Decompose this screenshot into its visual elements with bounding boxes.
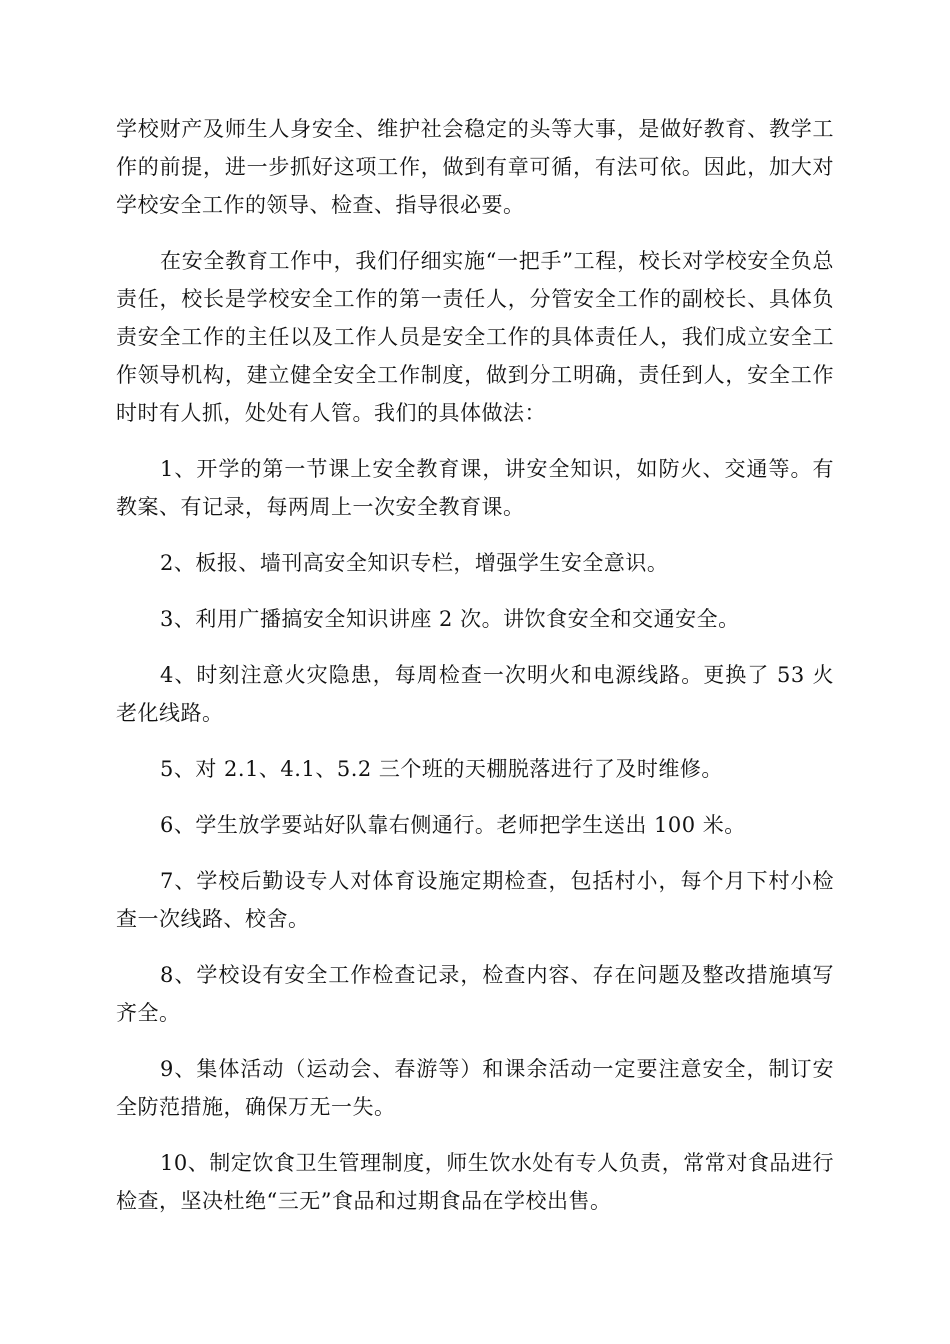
list-item-7: 7、学校后勤设专人对体育设施定期检查，包括村小，每个月下村小检查一次线路、校舍。: [116, 869, 834, 931]
list-item-5: 5、对 2.1、4.1、5.2 三个班的天棚脱落进行了及时维修。: [160, 757, 723, 781]
list-item-1: 1、开学的第一节课上安全教育课，讲安全知识，如防火、交通等。有教案、有记录，每两周上一次安全教育课。: [116, 457, 834, 519]
list-item-6: 6、学生放学要站好队靠右侧通行。老师把学生送出 100 米。: [160, 813, 746, 837]
list-item-3: 3、利用广播搞安全知识讲座 2 次。讲饮食安全和交通安全。: [160, 607, 740, 631]
list-item-4: 4、时刻注意火灾隐患，每周检查一次明火和电源线路。更换了 53 火老化线路。: [116, 663, 834, 725]
list-item-2: 2、板报、墙刊高安全知识专栏，增强学生安全意识。: [160, 551, 669, 575]
paragraph-safety-education: 在安全教育工作中，我们仔细实施“一把手”工程，校长对学校安全负总责任，校长是学校安全工作的第一责任人，分管安全工作的副校长、具体负责安全工作的主任以及工作人员是安全工作的具体责任人，我们成立安全工作领导机构，建立健全安全工作制度，做到分工明确，责任到人，安全工作时时有人抓，处处有人管。我们的具体做法：: [116, 249, 834, 425]
paragraph-continuation: 学校财产及师生人身安全、维护社会稳定的头等大事，是做好教育、教学工作的前提，进一步抓好这项工作，做到有章可循，有法可依。因此，加大对学校安全工作的领导、检查、指导很必要。: [116, 117, 834, 217]
document-body: [116, 110, 834, 1238]
list-item-8: 8、学校设有安全工作检查记录，检查内容、存在问题及整改措施填写齐全。: [116, 963, 834, 1025]
list-item-10: 10、制定饮食卫生管理制度，师生饮水处有专人负责，常常对食品进行检查，坚决杜绝“三无”食品和过期食品在学校出售。: [116, 1151, 834, 1213]
list-item-9: 9、集体活动（运动会、春游等）和课余活动一定要注意安全，制订安全防范措施，确保万无一失。: [116, 1057, 834, 1119]
